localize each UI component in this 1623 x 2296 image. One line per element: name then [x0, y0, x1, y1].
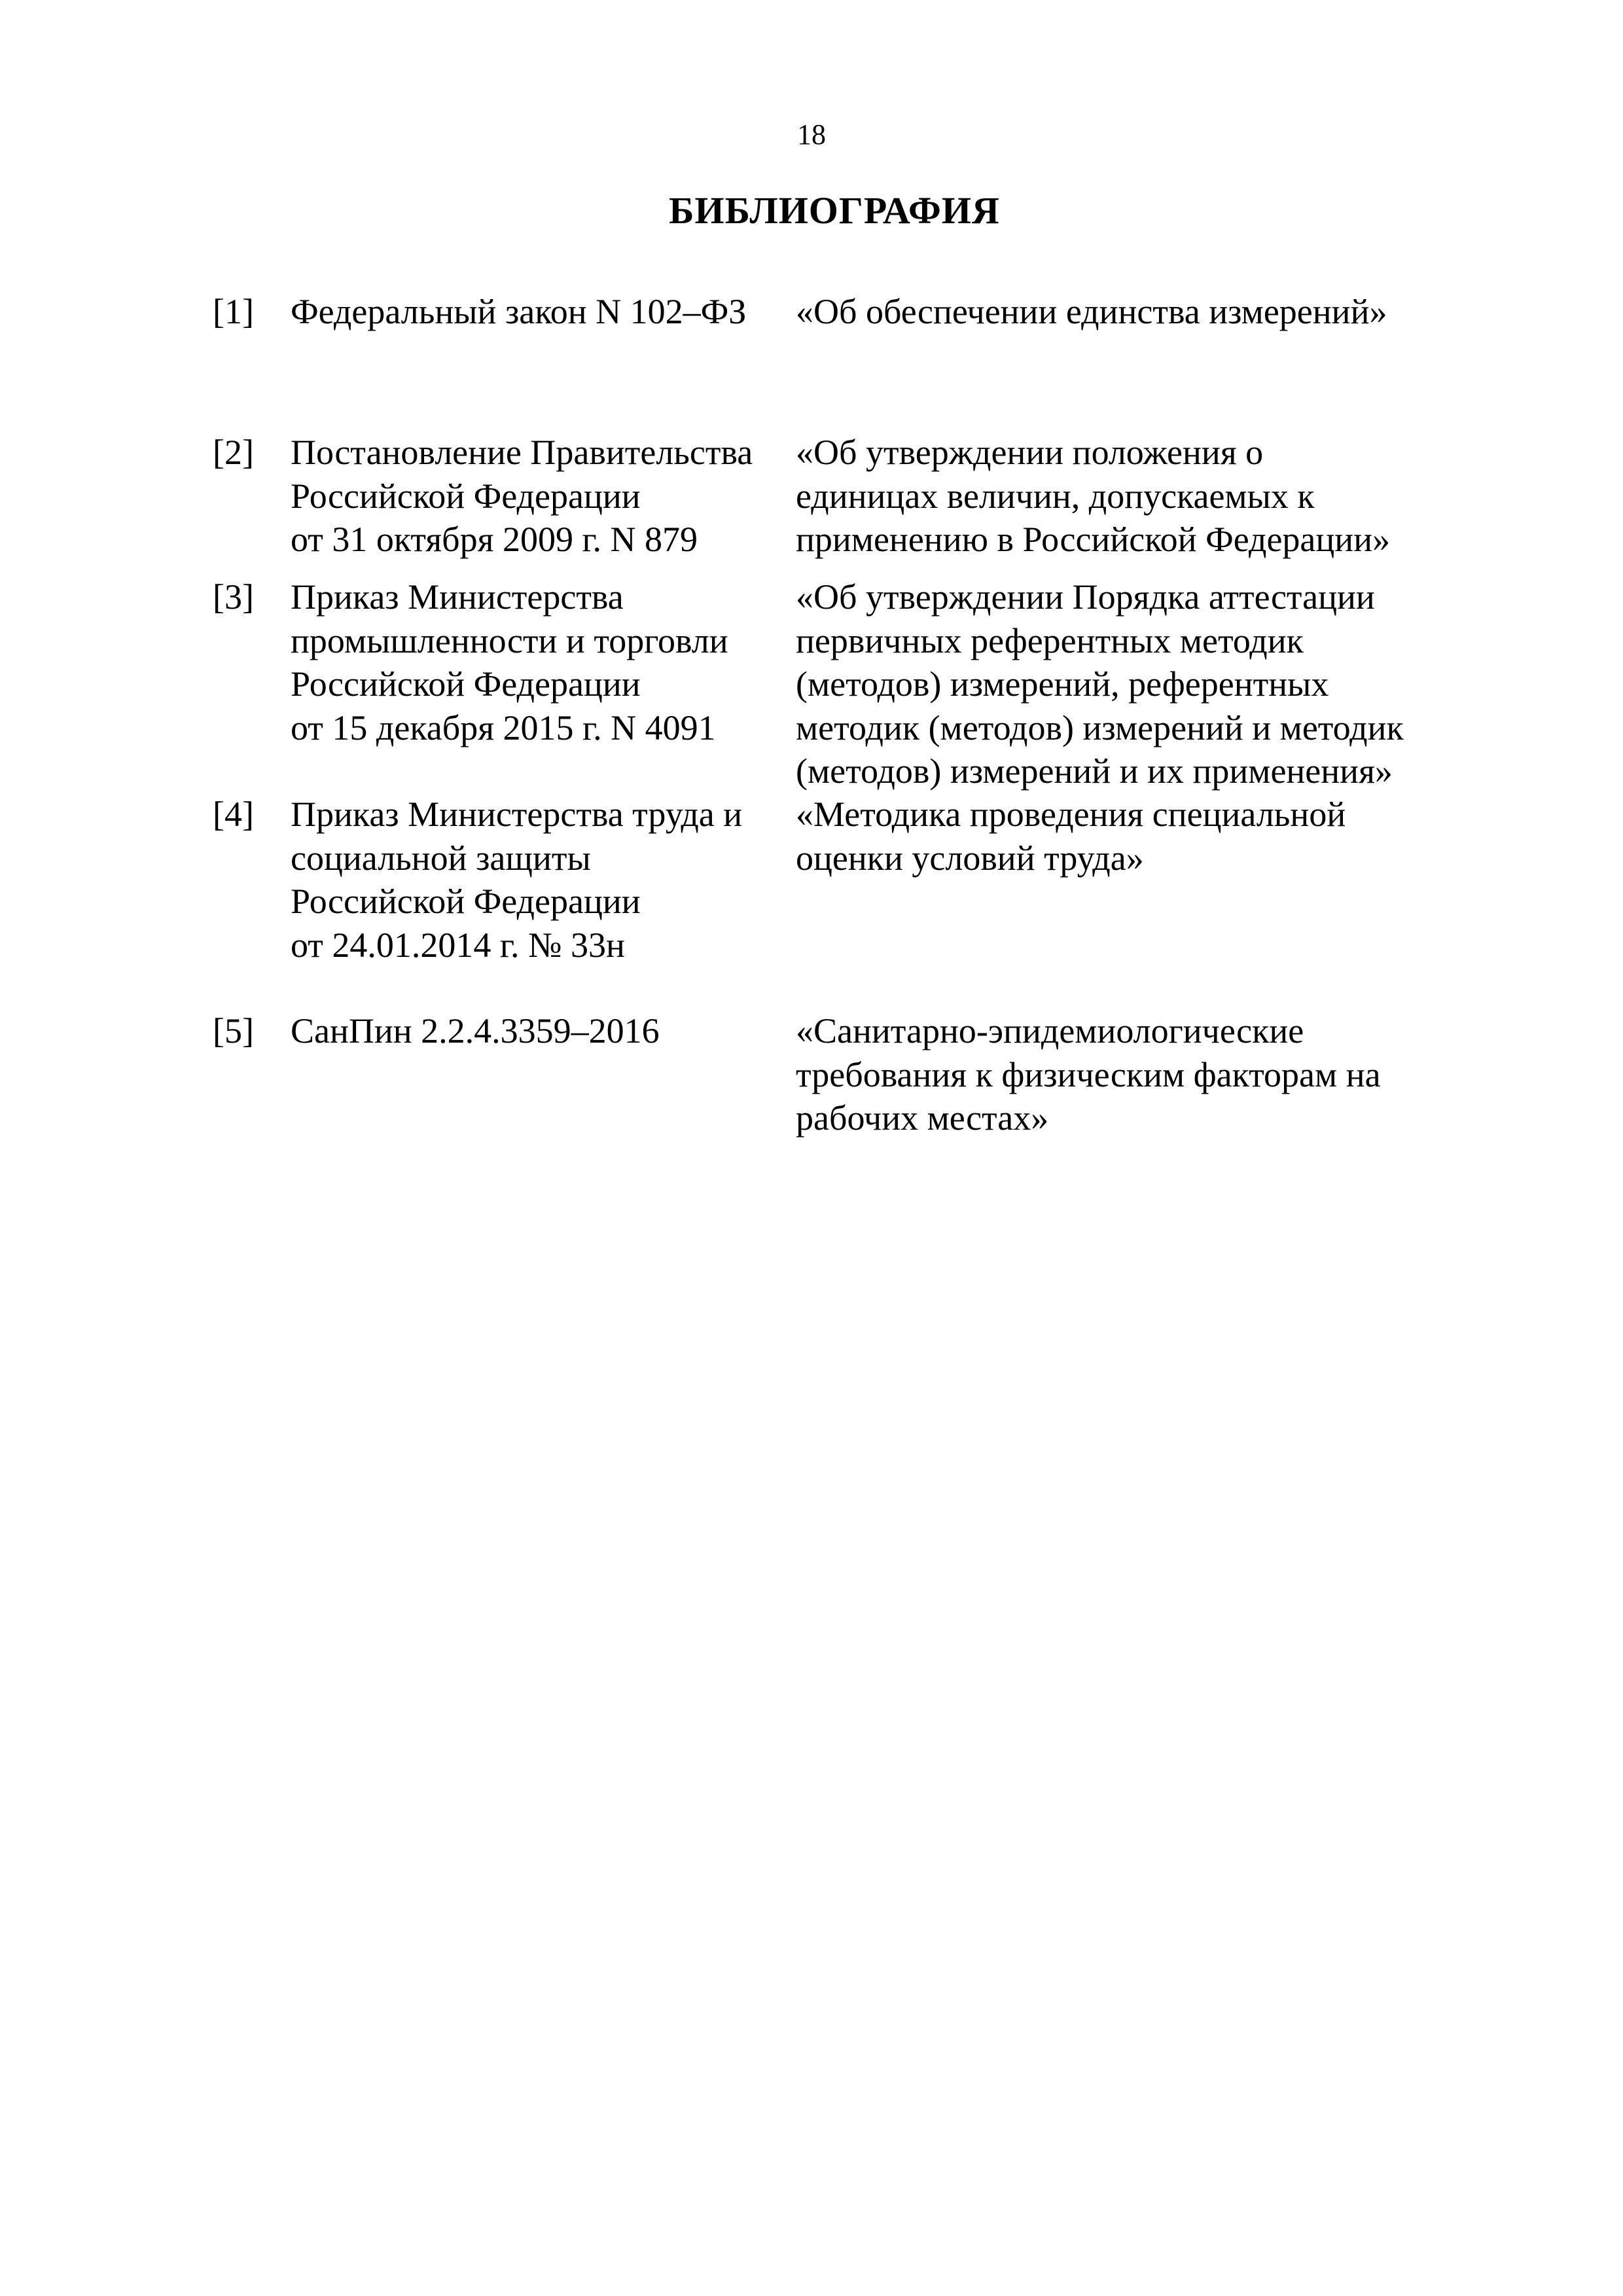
title-line: первичных референтных методик	[796, 620, 1304, 660]
document-line: Российской Федерации	[291, 476, 641, 516]
title-line: оценки условий труда»	[796, 838, 1144, 878]
entry-number: [1]	[213, 292, 254, 331]
title-line: методик (методов) измерений и методик	[796, 708, 1404, 747]
title-line: единицах величин, допускаемых к	[796, 476, 1315, 516]
document-line: Приказ Министерства труда и	[291, 795, 743, 834]
title-line: «Об утверждении Порядка аттестации	[796, 577, 1375, 617]
document-line: социальной защиты	[291, 838, 591, 878]
entry-number: [2]	[213, 433, 254, 472]
title-line: «Методика проведения специальной	[796, 795, 1346, 834]
document-line: от 24.01.2014 г. № 33н	[291, 925, 625, 965]
page-title: БИБЛИОГРАФИЯ	[669, 189, 1000, 232]
title-line: (методов) измерений, референтных	[796, 664, 1329, 704]
title-line: требования к физическим факторам на	[796, 1054, 1381, 1094]
document-line: от 31 октября 2009 г. N 879	[291, 520, 698, 559]
entry-number: [3]	[213, 577, 254, 617]
document-line: Российской Федерации	[291, 882, 641, 921]
entry-title	[796, 431, 1450, 562]
title-line: «Об утверждении положения о	[796, 433, 1264, 472]
entry-title	[796, 793, 1450, 880]
entry-title	[796, 1009, 1450, 1140]
title-line: (методов) измерений и их применения»	[796, 751, 1393, 791]
entry-number: [4]	[213, 795, 254, 834]
title-line: «Санитарно-эпидемиологические	[796, 1011, 1304, 1050]
document-line: Российской Федерации	[291, 664, 641, 704]
document-line: от 15 декабря 2015 г. N 4091	[291, 708, 716, 747]
document-line: Приказ Министерства	[291, 577, 624, 617]
title-line: «Об обеспечении единства измерений»	[796, 292, 1387, 331]
document-line: Федеральный закон N 102–ФЗ	[291, 292, 747, 331]
document-line: Постановление Правительства	[291, 433, 753, 472]
entry-document	[291, 793, 775, 967]
entry-title	[796, 575, 1450, 793]
document-line: СанПин 2.2.4.3359–2016	[291, 1011, 660, 1050]
entry-document	[291, 431, 775, 562]
title-line: применению в Российской Федерации»	[796, 520, 1391, 559]
entry-document	[291, 290, 775, 334]
entry-title	[796, 290, 1450, 334]
document-line: промышленности и торговли	[291, 620, 728, 660]
title-line: рабочих местах»	[796, 1098, 1049, 1138]
entry-number: [5]	[213, 1011, 254, 1050]
entry-document	[291, 575, 775, 749]
entry-document	[291, 1009, 775, 1053]
page-number: 18	[797, 118, 826, 151]
